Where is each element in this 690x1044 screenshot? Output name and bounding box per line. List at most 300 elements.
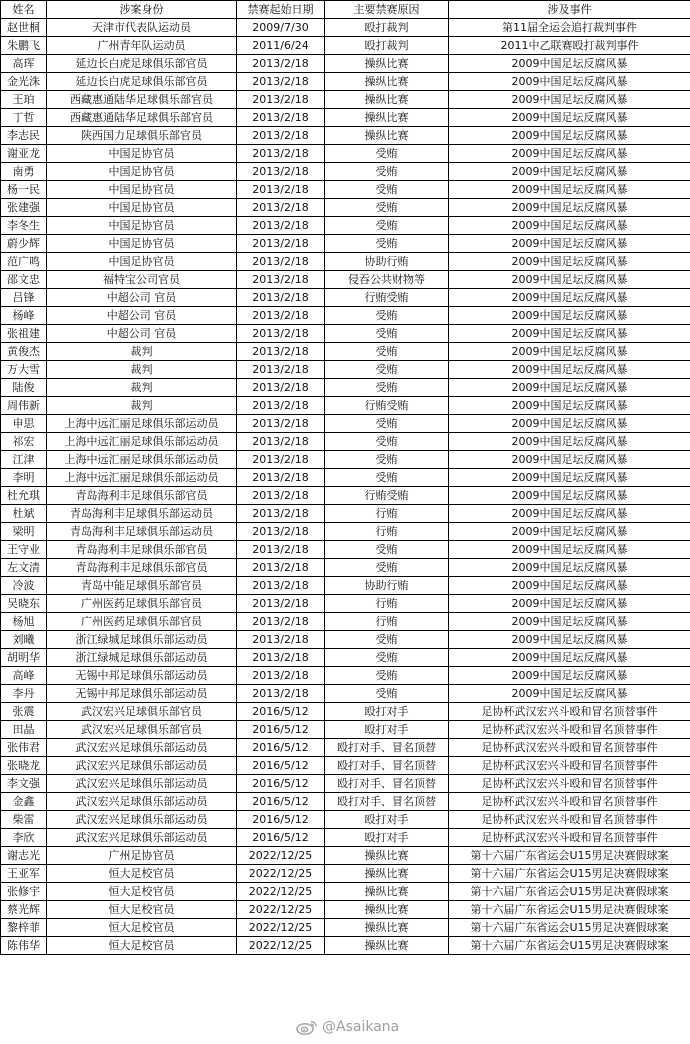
role-cell: 无锡中邦足球俱乐部运动员 [47,667,237,685]
event-cell: 2009中国足坛反腐风暴 [449,397,690,415]
name-cell: 邵文忠 [1,271,47,289]
name-cell: 杜允琪 [1,487,47,505]
role-cell: 裁判 [47,361,237,379]
table-row [1,631,690,649]
ban-start-date-cell: 2016/5/12 [237,739,325,757]
role-cell: 武汉宏兴足球俱乐部官员 [47,721,237,739]
role-cell: 中超公司 官员 [47,325,237,343]
ban-reason-cell: 操纵比赛 [325,127,449,145]
ban-reason-cell: 受贿 [325,469,449,487]
ban-start-date-cell: 2013/2/18 [237,73,325,91]
table-row [1,937,690,955]
role-cell: 青岛海利丰足球俱乐部官员 [47,559,237,577]
role-cell: 上海中远汇丽足球俱乐部运动员 [47,433,237,451]
role-cell: 裁判 [47,379,237,397]
role-cell: 武汉宏兴足球俱乐部官员 [47,703,237,721]
role-cell: 中超公司 官员 [47,289,237,307]
role-cell: 武汉宏兴足球俱乐部运动员 [47,739,237,757]
ban-reason-cell: 殴打裁判 [325,37,449,55]
event-cell: 第十六届广东省运会U15男足决赛假球案 [449,919,690,937]
table-row [1,469,690,487]
name-cell: 李文强 [1,775,47,793]
ban-start-date-cell: 2016/5/12 [237,775,325,793]
table-row [1,235,690,253]
role-cell: 天津市代表队运动员 [47,19,237,37]
event-cell: 第十六届广东省运会U15男足决赛假球案 [449,901,690,919]
name-cell: 张修宇 [1,883,47,901]
table-row [1,37,690,55]
ban-reason-cell: 行贿 [325,595,449,613]
event-cell: 2009中国足坛反腐风暴 [449,451,690,469]
ban-reason-cell: 殴打对手 [325,721,449,739]
role-cell: 恒大足校官员 [47,937,237,955]
event-cell: 2009中国足坛反腐风暴 [449,109,690,127]
ban-reason-cell: 受贿 [325,343,449,361]
role-cell: 中国足协官员 [47,199,237,217]
table-row [1,55,690,73]
event-cell: 2009中国足坛反腐风暴 [449,343,690,361]
role-cell: 中国足协官员 [47,163,237,181]
role-cell: 武汉宏兴足球俱乐部运动员 [47,775,237,793]
name-cell: 周伟新 [1,397,47,415]
ban-reason-cell: 受贿 [325,541,449,559]
ban-start-date-cell: 2013/2/18 [237,145,325,163]
name-cell: 范广鸣 [1,253,47,271]
event-cell: 足协杯武汉宏兴斗殴和冒名顶替事件 [449,775,690,793]
table-row [1,109,690,127]
name-cell: 赵世桐 [1,19,47,37]
event-cell: 足协杯武汉宏兴斗殴和冒名顶替事件 [449,739,690,757]
event-cell: 第十六届广东省运会U15男足决赛假球案 [449,847,690,865]
event-cell: 2009中国足坛反腐风暴 [449,127,690,145]
role-cell: 广州青年队运动员 [47,37,237,55]
event-cell: 2009中国足坛反腐风暴 [449,685,690,703]
ban-reason-cell: 行贿 [325,523,449,541]
table-row [1,559,690,577]
role-cell: 裁判 [47,397,237,415]
event-cell: 2009中国足坛反腐风暴 [449,163,690,181]
table-row [1,433,690,451]
table-row [1,217,690,235]
ban-start-date-cell: 2013/2/18 [237,127,325,145]
role-cell: 上海中远汇丽足球俱乐部运动员 [47,469,237,487]
role-cell: 青岛海利丰足球俱乐部官员 [47,541,237,559]
ban-start-date-cell: 2013/2/18 [237,181,325,199]
event-cell: 2009中国足坛反腐风暴 [449,325,690,343]
role-cell: 武汉宏兴足球俱乐部运动员 [47,793,237,811]
event-cell: 2009中国足坛反腐风暴 [449,433,690,451]
role-cell: 裁判 [47,343,237,361]
table-row [1,757,690,775]
table-row [1,793,690,811]
name-cell: 胡明华 [1,649,47,667]
name-cell: 万大雪 [1,361,47,379]
name-cell: 梁明 [1,523,47,541]
event-cell: 第十六届广东省运会U15男足决赛假球案 [449,937,690,955]
name-cell: 王守业 [1,541,47,559]
role-cell: 西藏惠通陆华足球俱乐部官员 [47,109,237,127]
table-row [1,721,690,739]
ban-start-date-cell: 2016/5/12 [237,829,325,847]
ban-start-date-cell: 2016/5/12 [237,703,325,721]
ban-start-date-cell: 2013/2/18 [237,487,325,505]
event-cell: 足协杯武汉宏兴斗殴和冒名顶替事件 [449,811,690,829]
event-cell: 2009中国足坛反腐风暴 [449,361,690,379]
ban-start-date-cell: 2013/2/18 [237,307,325,325]
ban-start-date-cell: 2013/2/18 [237,109,325,127]
ban-reason-cell: 操纵比赛 [325,919,449,937]
ban-start-date-cell: 2013/2/18 [237,415,325,433]
role-cell: 广州足协官员 [47,847,237,865]
role-cell: 青岛海利丰足球俱乐部运动员 [47,505,237,523]
ban-start-date-cell: 2013/2/18 [237,271,325,289]
event-cell: 2009中国足坛反腐风暴 [449,73,690,91]
table-row [1,577,690,595]
name-cell: 李冬生 [1,217,47,235]
ban-reason-cell: 协助行贿 [325,253,449,271]
table-row [1,19,690,37]
ban-reason-cell: 受贿 [325,145,449,163]
name-cell: 金光洙 [1,73,47,91]
table-row [1,829,690,847]
table-row [1,145,690,163]
event-cell: 第11届全运会追打裁判事件 [449,19,690,37]
table-row [1,595,690,613]
name-cell: 张晓龙 [1,757,47,775]
name-cell: 柴雷 [1,811,47,829]
watermark [296,1016,399,1038]
ban-start-date-cell: 2013/2/18 [237,541,325,559]
ban-reason-cell: 受贿 [325,649,449,667]
event-cell: 2009中国足坛反腐风暴 [449,415,690,433]
ban-reason-cell: 受贿 [325,181,449,199]
header-name: 姓名 [1,1,47,19]
table-row [1,919,690,937]
header-ban-reason: 主要禁赛原因 [325,1,449,19]
name-cell: 蔚少辉 [1,235,47,253]
header-event: 涉及事件 [449,1,690,19]
table-row [1,685,690,703]
ban-list-body [1,19,690,955]
name-cell: 张伟君 [1,739,47,757]
event-cell: 2009中国足坛反腐风暴 [449,505,690,523]
ban-reason-cell: 行贿受贿 [325,289,449,307]
ban-reason-cell: 操纵比赛 [325,73,449,91]
role-cell: 西藏惠通陆华足球俱乐部官员 [47,91,237,109]
ban-reason-cell: 殴打对手、冒名顶替 [325,739,449,757]
name-cell: 张建强 [1,199,47,217]
event-cell: 2009中国足坛反腐风暴 [449,649,690,667]
name-cell: 吴晓东 [1,595,47,613]
name-cell: 吕锋 [1,289,47,307]
role-cell: 武汉宏兴足球俱乐部运动员 [47,829,237,847]
table-row [1,181,690,199]
table-row [1,91,690,109]
ban-start-date-cell: 2013/2/18 [237,289,325,307]
ban-start-date-cell: 2013/2/18 [237,613,325,631]
ban-reason-cell: 殴打裁判 [325,19,449,37]
table-row [1,739,690,757]
name-cell: 田晶 [1,721,47,739]
ban-reason-cell: 受贿 [325,685,449,703]
table-row [1,199,690,217]
ban-reason-cell: 受贿 [325,217,449,235]
ban-reason-cell: 受贿 [325,163,449,181]
ban-reason-cell: 受贿 [325,631,449,649]
table-row [1,883,690,901]
name-cell: 王珀 [1,91,47,109]
role-cell: 青岛海利丰足球俱乐部官员 [47,487,237,505]
name-cell: 陈伟华 [1,937,47,955]
ban-reason-cell: 殴打对手 [325,703,449,721]
name-cell: 杨一民 [1,181,47,199]
ban-start-date-cell: 2013/2/18 [237,379,325,397]
name-cell: 黄俊杰 [1,343,47,361]
ban-reason-cell: 受贿 [325,559,449,577]
ban-reason-cell: 操纵比赛 [325,847,449,865]
ban-reason-cell: 操纵比赛 [325,901,449,919]
ban-reason-cell: 受贿 [325,307,449,325]
ban-reason-cell: 操纵比赛 [325,883,449,901]
name-cell: 张震 [1,703,47,721]
role-cell: 上海中远汇丽足球俱乐部运动员 [47,415,237,433]
ban-start-date-cell: 2013/2/18 [237,577,325,595]
table-row [1,613,690,631]
event-cell: 2009中国足坛反腐风暴 [449,253,690,271]
event-cell: 2009中国足坛反腐风暴 [449,181,690,199]
event-cell: 第十六届广东省运会U15男足决赛假球案 [449,883,690,901]
name-cell: 陆俊 [1,379,47,397]
name-cell: 李欣 [1,829,47,847]
ban-reason-cell: 殴打对手 [325,829,449,847]
name-cell: 杨峰 [1,307,47,325]
name-cell: 祁宏 [1,433,47,451]
ban-start-date-cell: 2022/12/25 [237,883,325,901]
ban-start-date-cell: 2022/12/25 [237,901,325,919]
table-row [1,505,690,523]
event-cell: 2009中国足坛反腐风暴 [449,289,690,307]
event-cell: 2009中国足坛反腐风暴 [449,145,690,163]
ban-start-date-cell: 2016/5/12 [237,793,325,811]
table-row [1,865,690,883]
name-cell: 金鑫 [1,793,47,811]
table-row [1,379,690,397]
table-row [1,667,690,685]
table-row [1,847,690,865]
ban-reason-cell: 受贿 [325,361,449,379]
ban-start-date-cell: 2013/2/18 [237,55,325,73]
ban-start-date-cell: 2011/6/24 [237,37,325,55]
name-cell: 高珲 [1,55,47,73]
table-row [1,415,690,433]
name-cell: 张祖建 [1,325,47,343]
ban-start-date-cell: 2009/7/30 [237,19,325,37]
event-cell: 2009中国足坛反腐风暴 [449,559,690,577]
role-cell: 浙江绿城足球俱乐部运动员 [47,649,237,667]
table-row [1,487,690,505]
name-cell: 高峰 [1,667,47,685]
ban-reason-cell: 受贿 [325,451,449,469]
ban-reason-cell: 受贿 [325,235,449,253]
role-cell: 广州医药足球俱乐部官员 [47,613,237,631]
role-cell: 青岛中能足球俱乐部官员 [47,577,237,595]
event-cell: 2009中国足坛反腐风暴 [449,235,690,253]
role-cell: 中国足协官员 [47,217,237,235]
role-cell: 无锡中邦足球俱乐部运动员 [47,685,237,703]
event-cell: 2009中国足坛反腐风暴 [449,271,690,289]
event-cell: 第十六届广东省运会U15男足决赛假球案 [449,865,690,883]
event-cell: 2009中国足坛反腐风暴 [449,91,690,109]
table-row [1,325,690,343]
table-row [1,703,690,721]
event-cell: 2009中国足坛反腐风暴 [449,487,690,505]
role-cell: 浙江绿城足球俱乐部运动员 [47,631,237,649]
header-ban-start-date: 禁赛起始日期 [237,1,325,19]
role-cell: 广州医药足球俱乐部官员 [47,595,237,613]
role-cell: 中超公司 官员 [47,307,237,325]
role-cell: 上海中远汇丽足球俱乐部运动员 [47,451,237,469]
ban-reason-cell: 殴打对手、冒名顶替 [325,793,449,811]
role-cell: 恒大足校官员 [47,865,237,883]
ban-start-date-cell: 2016/5/12 [237,721,325,739]
name-cell: 杨旭 [1,613,47,631]
ban-start-date-cell: 2013/2/18 [237,199,325,217]
ban-reason-cell: 受贿 [325,433,449,451]
name-cell: 左文清 [1,559,47,577]
ban-reason-cell: 行贿 [325,613,449,631]
table-row [1,775,690,793]
table-row [1,451,690,469]
event-cell: 足协杯武汉宏兴斗殴和冒名顶替事件 [449,703,690,721]
ban-start-date-cell: 2022/12/25 [237,919,325,937]
ban-start-date-cell: 2013/2/18 [237,469,325,487]
table-row [1,73,690,91]
role-cell: 陕西国力足球俱乐部官员 [47,127,237,145]
name-cell: 蔡光辉 [1,901,47,919]
ban-start-date-cell: 2022/12/25 [237,865,325,883]
ban-start-date-cell: 2013/2/18 [237,595,325,613]
ban-reason-cell: 殴打对手 [325,811,449,829]
ban-reason-cell: 受贿 [325,415,449,433]
table-row [1,361,690,379]
event-cell: 足协杯武汉宏兴斗殴和冒名顶替事件 [449,721,690,739]
table-row [1,523,690,541]
role-cell: 青岛海利丰足球俱乐部运动员 [47,523,237,541]
name-cell: 黎梓菲 [1,919,47,937]
ban-reason-cell: 操纵比赛 [325,55,449,73]
ban-reason-cell: 操纵比赛 [325,937,449,955]
ban-start-date-cell: 2013/2/18 [237,631,325,649]
role-cell: 福特宝公司官员 [47,271,237,289]
event-cell: 2009中国足坛反腐风暴 [449,55,690,73]
role-cell: 恒大足校官员 [47,901,237,919]
event-cell: 足协杯武汉宏兴斗殴和冒名顶替事件 [449,757,690,775]
table-row [1,289,690,307]
ban-reason-cell: 殴打对手、冒名顶替 [325,757,449,775]
ban-start-date-cell: 2013/2/18 [237,91,325,109]
table-row [1,901,690,919]
weibo-logo-icon [296,1019,318,1035]
role-cell: 延边长白虎足球俱乐部官员 [47,73,237,91]
table-row [1,163,690,181]
ban-start-date-cell: 2013/2/18 [237,361,325,379]
table-row [1,253,690,271]
role-cell: 恒大足校官员 [47,883,237,901]
role-cell: 恒大足校官员 [47,919,237,937]
ban-start-date-cell: 2013/2/18 [237,433,325,451]
ban-reason-cell: 操纵比赛 [325,91,449,109]
table-row [1,307,690,325]
table-row [1,343,690,361]
ban-start-date-cell: 2016/5/12 [237,811,325,829]
name-cell: 丁哲 [1,109,47,127]
header-row [1,1,690,19]
table-row [1,397,690,415]
ban-start-date-cell: 2013/2/18 [237,397,325,415]
event-cell: 2009中国足坛反腐风暴 [449,199,690,217]
event-cell: 2009中国足坛反腐风暴 [449,469,690,487]
ban-reason-cell: 行贿受贿 [325,487,449,505]
name-cell: 朱鹏飞 [1,37,47,55]
event-cell: 2009中国足坛反腐风暴 [449,523,690,541]
role-cell: 武汉宏兴足球俱乐部运动员 [47,757,237,775]
ban-reason-cell: 行贿 [325,505,449,523]
event-cell: 2009中国足坛反腐风暴 [449,667,690,685]
ban-start-date-cell: 2013/2/18 [237,325,325,343]
ban-start-date-cell: 2016/5/12 [237,757,325,775]
name-cell: 江津 [1,451,47,469]
ban-start-date-cell: 2013/2/18 [237,685,325,703]
ban-start-date-cell: 2013/2/18 [237,667,325,685]
event-cell: 2009中国足坛反腐风暴 [449,307,690,325]
ban-reason-cell: 侵吞公共财物等 [325,271,449,289]
table-row [1,541,690,559]
name-cell: 李丹 [1,685,47,703]
ban-start-date-cell: 2013/2/18 [237,523,325,541]
event-cell: 足协杯武汉宏兴斗殴和冒名顶替事件 [449,793,690,811]
ban-reason-cell: 受贿 [325,667,449,685]
ban-start-date-cell: 2013/2/18 [237,343,325,361]
event-cell: 2009中国足坛反腐风暴 [449,217,690,235]
table-row [1,127,690,145]
table-row [1,271,690,289]
role-cell: 中国足协官员 [47,145,237,163]
event-cell: 足协杯武汉宏兴斗殴和冒名顶替事件 [449,829,690,847]
event-cell: 2009中国足坛反腐风暴 [449,577,690,595]
ban-start-date-cell: 2022/12/25 [237,847,325,865]
name-cell: 杜斌 [1,505,47,523]
ban-reason-cell: 受贿 [325,379,449,397]
table-row [1,811,690,829]
ban-start-date-cell: 2013/2/18 [237,649,325,667]
role-cell: 中国足协官员 [47,181,237,199]
event-cell: 2009中国足坛反腐风暴 [449,379,690,397]
watermark-text: @Asaikana [322,1019,400,1035]
ban-reason-cell: 协助行贿 [325,577,449,595]
ban-start-date-cell: 2013/2/18 [237,505,325,523]
ban-reason-cell: 行贿受贿 [325,397,449,415]
name-cell: 李明 [1,469,47,487]
name-cell: 申思 [1,415,47,433]
ban-reason-cell: 操纵比赛 [325,109,449,127]
name-cell: 谢志光 [1,847,47,865]
event-cell: 2009中国足坛反腐风暴 [449,595,690,613]
header-role: 涉案身份 [47,1,237,19]
ban-start-date-cell: 2013/2/18 [237,163,325,181]
role-cell: 武汉宏兴足球俱乐部运动员 [47,811,237,829]
event-cell: 2009中国足坛反腐风暴 [449,541,690,559]
event-cell: 2009中国足坛反腐风暴 [449,631,690,649]
